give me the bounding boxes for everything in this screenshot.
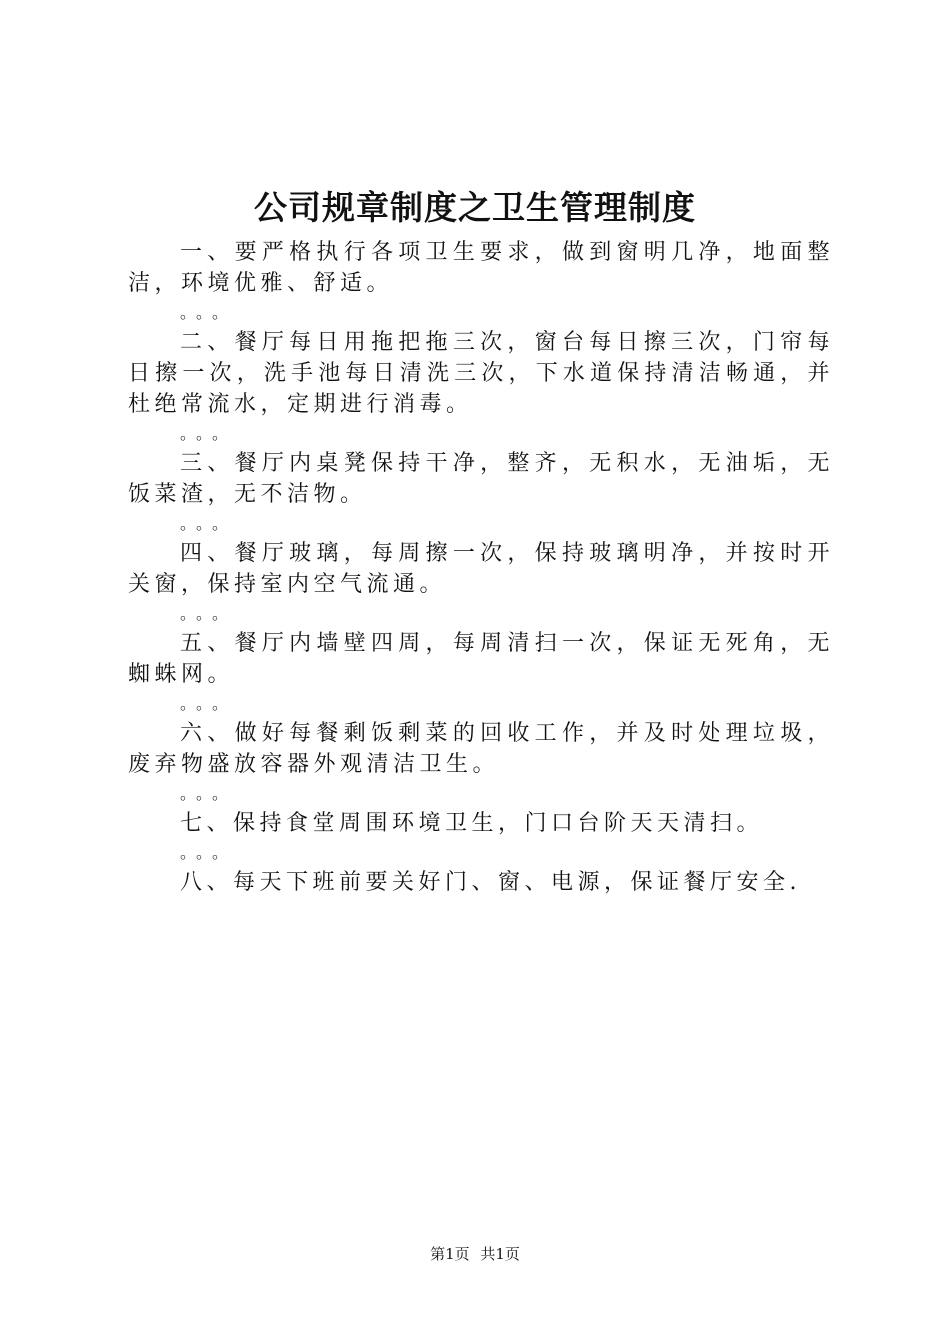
ellipsis-separator: 。。。	[180, 843, 237, 862]
ellipsis-separator: 。。。	[180, 694, 237, 713]
document-title: 公司规章制度之卫生管理制度	[254, 188, 696, 227]
rule-paragraph-8: 八、每天下班前要关好门、窗、电源，保证餐厅安全.	[180, 870, 801, 895]
rule-paragraph-3: 三、餐厅内桌凳保持干净，整齐，无积水，无油垢，无饭菜渣，无不洁物。	[128, 451, 834, 507]
ellipsis-separator: 。。。	[180, 424, 237, 443]
document-body	[128, 237, 834, 898]
ellipsis-separator: 。。。	[180, 514, 237, 533]
rule-paragraph-1: 一、要严格执行各项卫生要求，做到窗明几净，地面整洁，环境优雅、舒适。	[128, 240, 834, 296]
ellipsis-separator: 。。。	[180, 784, 237, 803]
rule-paragraph-4: 四、餐厅玻璃，每周擦一次，保持玻璃明净，并按时开关窗，保持室内空气流通。	[128, 541, 834, 597]
ellipsis-separator: 。。。	[180, 604, 237, 623]
ellipsis-separator: 。。。	[180, 303, 237, 322]
rule-paragraph-6: 六、做好每餐剩饭剩菜的回收工作，并及时处理垃圾，废弃物盛放容器外观清洁卫生。	[128, 721, 834, 777]
rule-paragraph-5: 五、餐厅内墙壁四周，每周清扫一次，保证无死角，无蜘蛛网。	[128, 631, 834, 687]
page-footer: 第1页 共1页	[430, 1245, 520, 1263]
rule-paragraph-2: 二、餐厅每日用拖把拖三次，窗台每日擦三次，门帘每日擦一次，洗手池每日清洗三次，下水道保持清洁畅通，并杜绝常流水，定期进行消毒。	[128, 330, 834, 417]
rule-paragraph-7: 七、保持食堂周围环境卫生，门口台阶天天清扫。	[180, 811, 764, 836]
